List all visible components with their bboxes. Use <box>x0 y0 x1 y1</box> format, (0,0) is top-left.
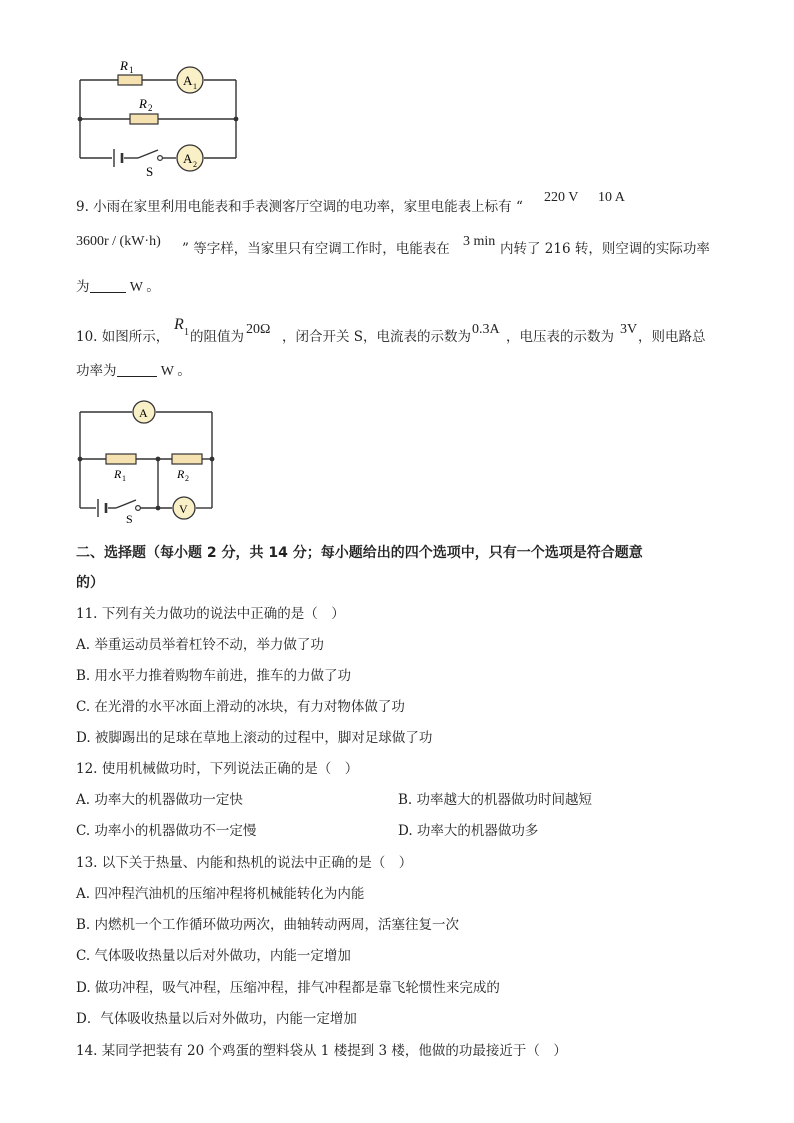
ammeter-label: A <box>139 406 148 420</box>
q9-line-2 <box>182 240 450 258</box>
q9-text-d: 为 <box>76 279 90 295</box>
q13-option-d-duplicate[interactable]: D．气体吸收热量以后对外做功，内能一定增加 <box>76 1011 357 1027</box>
r1-label: R <box>114 467 122 481</box>
section-heading-line-1: 二、选择题（每小题 2 分，共 14 分；每小题给出的四个选项中，只有一个选项是符合题意 <box>76 545 643 561</box>
a1-subscript: 1 <box>193 82 197 91</box>
q9-unit: W 。 <box>129 280 161 295</box>
q10-r-subscript: 1 <box>184 327 189 338</box>
r1-label: R <box>120 58 128 73</box>
q13-option-a[interactable]: A. 四冲程汽油机的压缩冲程将机械能转化为内能 <box>76 886 365 902</box>
q9-quote-open: “ <box>515 199 523 215</box>
q12-option-d[interactable]: D. 功率大的机器做功多 <box>398 823 539 839</box>
switch-label: S <box>146 164 154 179</box>
r1-subscript: 1 <box>129 65 134 75</box>
q9-text-a: 9. 小雨在家里利用电能表和手表测客厅空调的电功率，家里电能表上标有 <box>76 199 512 215</box>
a2-label: A <box>183 151 193 166</box>
q11-option-c[interactable]: C. 在光滑的水平冰面上滑动的冰块，有力对物体做了功 <box>76 699 405 715</box>
q10-current: 0.3A <box>472 322 500 337</box>
q11-option-b[interactable]: B. 用水平力推着购物车前进，推车的力做了功 <box>76 668 352 684</box>
q9-spec-voltage: 220 V <box>544 190 579 205</box>
a2-subscript: 2 <box>193 160 197 169</box>
section-heading-line-2: 的） <box>76 575 104 591</box>
resistor-r2 <box>130 114 158 124</box>
q10-text-f: 功率为 <box>76 363 117 379</box>
q12-option-a[interactable]: A. 功率大的机器做功一定快 <box>76 792 243 808</box>
q10-line-2 <box>76 362 191 381</box>
resistor-r1 <box>118 75 142 85</box>
r1-subscript: 1 <box>122 474 126 483</box>
q9-line-3 <box>76 278 160 297</box>
q10-text-d: ，电压表的示数为 <box>506 329 614 345</box>
q10-text-b: 的阻值为 <box>190 329 244 345</box>
q9-quote-close: ” <box>182 241 189 257</box>
q9-time: 3 min <box>463 234 496 249</box>
q10-text-c: ，闭合开关 S，电流表的示数为 <box>282 329 472 345</box>
q12-option-b[interactable]: B. 功率越大的机器做功时间越短 <box>398 792 593 808</box>
q13-option-b[interactable]: B. 内燃机一个工作循环做功两次，曲轴转动两周，活塞往复一次 <box>76 917 460 933</box>
q11-option-d[interactable]: D. 被脚踢出的足球在草地上滚动的过程中，脚对足球做了功 <box>76 730 433 746</box>
voltmeter-label: V <box>179 502 188 516</box>
q10-unit: W 。 <box>160 364 192 379</box>
q9-text-c: 内转了 216 转，则空调的实际功率 <box>500 241 710 257</box>
q9-text-b: 等字样，当家里只有空调工作时，电能表在 <box>193 241 450 257</box>
q13-option-d[interactable]: D. 做功冲程，吸气冲程，压缩冲程，排气冲程都是靠飞轮惯性来完成的 <box>76 980 500 996</box>
q9-line-1 <box>76 198 523 216</box>
q11-stem: 11. 下列有关力做功的说法中正确的是（ ） <box>76 606 345 622</box>
q10-answer-blank[interactable] <box>117 362 157 377</box>
switch-label: S <box>126 512 133 524</box>
a1-label: A <box>183 73 193 88</box>
q13-option-c[interactable]: C. 气体吸收热量以后对外做功，内能一定增加 <box>76 948 351 964</box>
q12-stem: 12. 使用机械做功时，下列说法正确的是（ ） <box>76 761 359 777</box>
q10-r-symbol: R <box>174 316 184 333</box>
q10-text-e: ，则电路总 <box>638 329 706 345</box>
r2-label: R <box>177 467 185 481</box>
q10-resistance: 20Ω <box>246 322 271 337</box>
q13-stem: 13. 以下关于热量、内能和热机的说法中正确的是（ ） <box>76 855 413 871</box>
q9-answer-blank[interactable] <box>90 278 126 293</box>
resistor-r1 <box>106 454 136 464</box>
q9-spec-rate: 3600r / (kW·h) <box>76 234 161 249</box>
q14-stem: 14. 某同学把装有 20 个鸡蛋的塑料袋从 1 楼提到 3 楼，他做的功最接近于（ ） <box>76 1043 567 1059</box>
r2-subscript: 2 <box>185 474 189 483</box>
circuit-diagram-2 <box>70 396 230 524</box>
q11-option-a[interactable]: A. 举重运动员举着杠铃不动，举力做了功 <box>76 637 324 653</box>
q9-spec-current: 10 A <box>598 190 625 205</box>
r2-label: R <box>139 96 147 111</box>
resistor-r2 <box>172 454 202 464</box>
r2-subscript: 2 <box>148 103 153 113</box>
q12-option-c[interactable]: C. 功率小的机器做功不一定慢 <box>76 823 257 839</box>
q10-text-a: 10. 如图所示， <box>76 329 170 345</box>
circuit-diagram-1 <box>70 50 250 180</box>
q10-voltage: 3V <box>620 322 638 337</box>
